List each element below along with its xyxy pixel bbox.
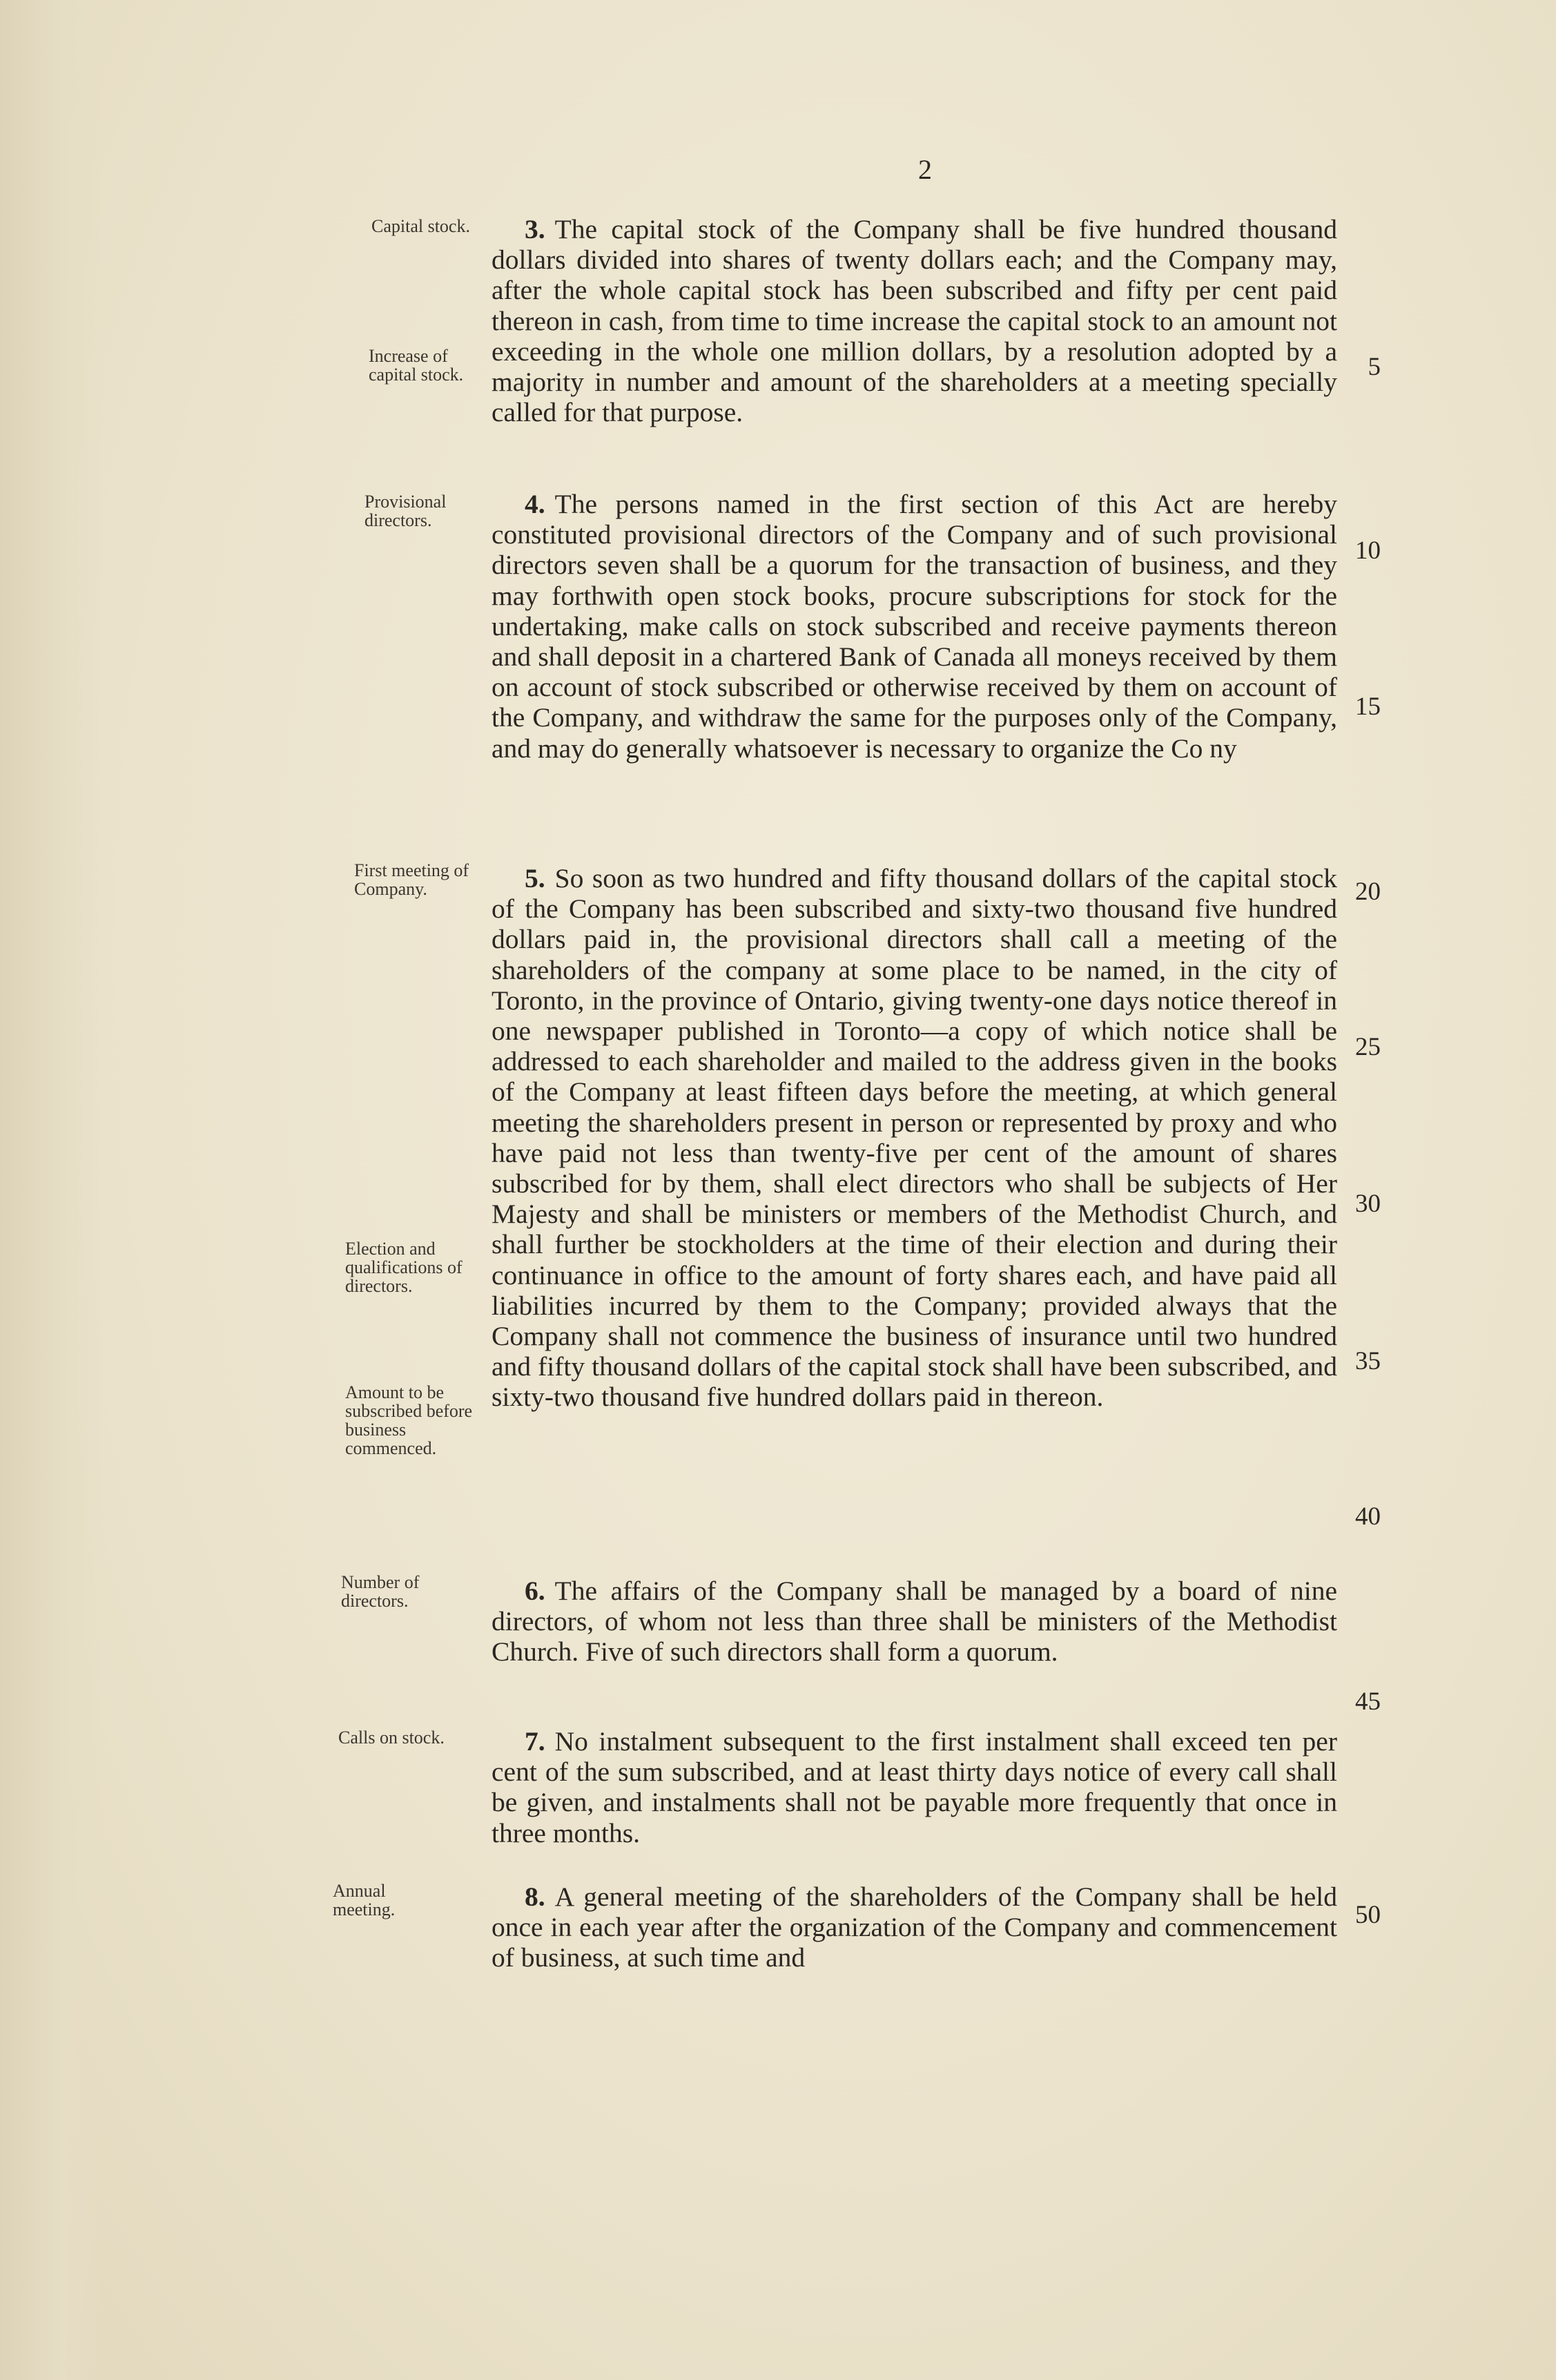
section-text: The capital stock of the Company shall be five hundred thousand dollars divided into shares of twenty dollars each; and the Company may, after the whole capital stock has been subscribed and fifty per cent paid thereon in cash, from time to time increase the capital stock to an amount not exceeding in the whole one million dollars, by a resolution adopted by a majority in number and amount of the shareholders at a meeting specially called for that purpose.	[492, 214, 1337, 428]
line-number: 10	[1355, 536, 1381, 565]
section-number: 3.	[525, 214, 545, 244]
line-number: 40	[1355, 1502, 1381, 1531]
section-7	[492, 1726, 1337, 1848]
line-number: 30	[1355, 1190, 1381, 1218]
line-number: 15	[1355, 693, 1381, 721]
section-number: 5.	[525, 863, 545, 893]
page-gutter-shadow	[0, 0, 104, 2380]
section-text: The affairs of the Company shall be managed by a board of nine directors, of whom not less than three shall be ministers of the Methodist Church. Five of such directors shall form a quorum.	[492, 1576, 1337, 1667]
margin-note-capital-stock: Capital stock.	[371, 216, 470, 236]
page-number: 2	[918, 154, 932, 185]
margin-note-number-directors: Number of directors.	[341, 1572, 420, 1611]
section-8	[492, 1881, 1337, 1973]
section-text: So soon as two hundred and fifty thousand dollars of the capital stock of the Company has been subscribed and sixty-two thousand five hundred dollars paid in, the provisional directors shall call a meeting of the shareholders of the company at some place to be named, in the city of Toronto, in the province of Ontario, giving twenty-one days notice thereof in one newspaper published in Toronto—a copy of which notice shall be addressed to each shareholder and mailed to the address given in the books of the Company at least fifteen days before the meeting, at which general meeting the shareholders present in person or represented by proxy and who have paid not less than twenty-five per cent of the amount of shares subscribed for by them, shall elect directors who shall be subjects of Her Majesty and shall be ministers or members of the Methodist Church, and shall further be stockholders at the time of their election and during their continuance in office to the amount of forty shares each, and have paid all liabilities incurred by them to the Company; provided always that the Company shall not commence the business of insurance until two hundred and fifty thousand dollars of the capital stock shall have been subscribed, and sixty-two thousand five hundred dollars paid in thereon.	[492, 863, 1337, 1413]
margin-note-amount-subscribed: Amount to be subscribed before business commenced.	[345, 1382, 473, 1458]
margin-note-increase-capital: Increase of capital stock.	[369, 346, 464, 385]
section-number: 7.	[525, 1726, 545, 1757]
line-number: 50	[1355, 1901, 1381, 1929]
section-6	[492, 1576, 1337, 1667]
section-text: No instalment subsequent to the first instalment shall exceed ten per cent of the sum subscribed, and at least thirty days notice of every call shall be given, and instalments shall not be payable more frequently that once in three months.	[492, 1726, 1337, 1848]
margin-note-annual-meeting: Annual meeting.	[333, 1881, 396, 1919]
section-number: 8.	[525, 1881, 545, 1912]
line-number: 35	[1355, 1347, 1381, 1375]
section-text: The persons named in the first section of this Act are hereby constituted provisional directors of the Company and of such provisional directors seven shall be a quorum for the transaction of business, and they may forthwith open stock books, procure subscriptions for stock for the undertaking, make calls on stock subscribed and receive payments thereon and shall deposit in a chartered Bank of Canada all moneys received by them on account of stock subscribed or otherwise received by them on account of the Company, and withdraw the same for the purposes only of the Company, and may do generally whatsoever is necessary to organize the Co ny	[492, 489, 1337, 764]
margin-note-first-meeting: First meeting of Company.	[354, 860, 469, 899]
margin-note-provisional-directors: Provisional directors.	[364, 492, 447, 530]
section-5	[492, 863, 1337, 1413]
section-number: 4.	[525, 489, 545, 519]
line-number: 5	[1368, 353, 1381, 381]
line-number: 20	[1355, 878, 1381, 906]
section-text: A general meeting of the shareholders of the Company shall be held once in each year after the organization of the Company and commencement of business, at such time and	[492, 1881, 1337, 1973]
margin-note-calls-on-stock: Calls on stock.	[338, 1728, 445, 1748]
line-number: 25	[1355, 1033, 1381, 1061]
line-number: 45	[1355, 1687, 1381, 1716]
section-number: 6.	[525, 1576, 545, 1606]
section-3	[492, 214, 1337, 427]
margin-note-election-directors: Election and qualifications of directors.	[345, 1239, 463, 1296]
section-4	[492, 489, 1337, 764]
